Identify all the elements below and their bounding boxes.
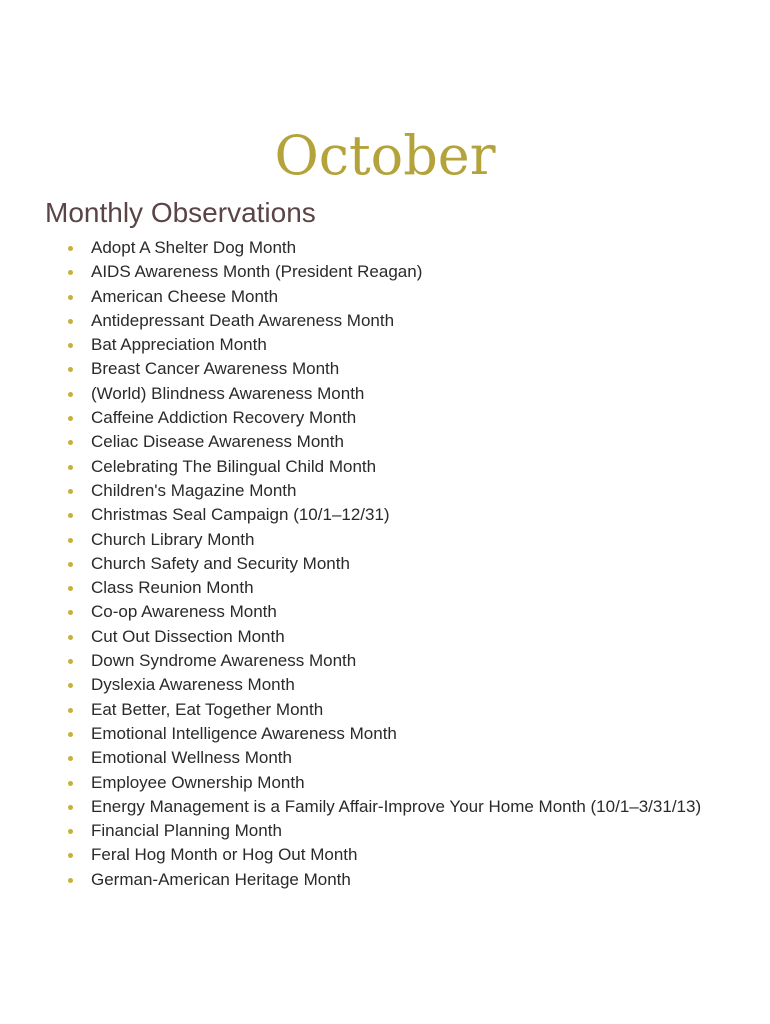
bullet-icon <box>68 805 73 810</box>
list-item-text: Class Reunion Month <box>91 578 254 598</box>
bullet-icon <box>68 635 73 640</box>
list-item-text: Church Library Month <box>91 529 255 549</box>
list-item-text: Church Safety and Security Month <box>91 553 350 573</box>
list-item <box>64 868 704 892</box>
bullet-icon <box>68 781 73 786</box>
section-heading: Monthly Observations <box>45 197 316 228</box>
list-item-text: Emotional Intelligence Awareness Month <box>91 723 397 743</box>
bullet-icon <box>68 732 73 737</box>
list-item <box>64 503 704 527</box>
list-item-text: Emotional Wellness Month <box>91 748 292 768</box>
list-item <box>64 576 704 600</box>
list-item-text: Bat Appreciation Month <box>91 335 267 355</box>
list-item-text: Celebrating The Bilingual Child Month <box>91 456 377 476</box>
list-item <box>64 649 704 673</box>
bullet-icon <box>68 270 73 275</box>
list-item-text: Caffeine Addiction Recovery Month <box>91 408 357 428</box>
list-item <box>64 479 704 503</box>
list-item <box>64 309 704 333</box>
bullet-icon <box>68 538 73 543</box>
bullet-icon <box>68 562 73 567</box>
list-item <box>64 625 704 649</box>
list-item <box>64 698 704 722</box>
bullet-icon <box>68 659 73 664</box>
bullet-icon <box>68 878 73 883</box>
list-item <box>64 333 704 357</box>
list-item-text: German-American Heritage Month <box>91 869 351 889</box>
list-item <box>64 819 704 843</box>
page-title: October <box>274 124 496 187</box>
bullet-icon <box>68 319 73 324</box>
list-item <box>64 430 704 454</box>
list-item-text: Feral Hog Month or Hog Out Month <box>91 845 358 865</box>
observations-list <box>64 236 704 892</box>
bullet-icon <box>68 367 73 372</box>
list-item-text: Eat Better, Eat Together Month <box>91 699 324 719</box>
list-item-text: Energy Management is a Family Affair-Improve Your Home Month (10/1–3/31/13) <box>91 796 702 816</box>
bullet-icon <box>68 708 73 713</box>
bullet-icon <box>68 465 73 470</box>
list-item <box>64 552 704 576</box>
list-item <box>64 722 704 746</box>
bullet-icon <box>68 683 73 688</box>
list-item-text: Celiac Disease Awareness Month <box>91 432 344 452</box>
bullet-icon <box>68 416 73 421</box>
list-item <box>64 795 704 819</box>
bullet-icon <box>68 829 73 834</box>
list-item <box>64 382 704 406</box>
list-item <box>64 843 704 867</box>
list-item-text: Co-op Awareness Month <box>91 602 277 622</box>
list-item-text: Children's Magazine Month <box>91 480 297 500</box>
bullet-icon <box>68 586 73 591</box>
list-item-text: Breast Cancer Awareness Month <box>91 359 340 379</box>
list-item <box>64 357 704 381</box>
bullet-icon <box>68 295 73 300</box>
list-item <box>64 600 704 624</box>
bullet-icon <box>68 343 73 348</box>
list-item-text: Adopt A Shelter Dog Month <box>91 238 297 257</box>
list-item-text: AIDS Awareness Month (President Reagan) <box>91 262 423 282</box>
list-item <box>64 528 704 552</box>
bullet-icon <box>68 756 73 761</box>
list-item <box>64 260 704 284</box>
bullet-icon <box>68 610 73 615</box>
list-item <box>64 285 704 309</box>
list-item <box>64 673 704 697</box>
list-item <box>64 406 704 430</box>
list-item-text: (World) Blindness Awareness Month <box>91 383 365 403</box>
bullet-icon <box>68 853 73 858</box>
bullet-icon <box>68 246 73 251</box>
bullet-icon <box>68 513 73 518</box>
list-item-text: Antidepressant Death Awareness Month <box>91 310 395 330</box>
list-item <box>64 455 704 479</box>
list-item <box>64 771 704 795</box>
list-item <box>64 236 704 260</box>
list-item-text: Employee Ownership Month <box>91 772 305 792</box>
bullet-icon <box>68 440 73 445</box>
list-item <box>64 746 704 770</box>
bullet-icon <box>68 489 73 494</box>
bullet-icon <box>68 392 73 397</box>
list-item-text: American Cheese Month <box>91 286 279 306</box>
list-item-text: Cut Out Dissection Month <box>91 626 285 646</box>
list-item-text: Financial Planning Month <box>91 821 282 841</box>
list-item-text: Christmas Seal Campaign (10/1–12/31) <box>91 505 390 525</box>
list-item-text: Down Syndrome Awareness Month <box>91 651 357 671</box>
list-item-text: Dyslexia Awareness Month <box>91 675 295 695</box>
